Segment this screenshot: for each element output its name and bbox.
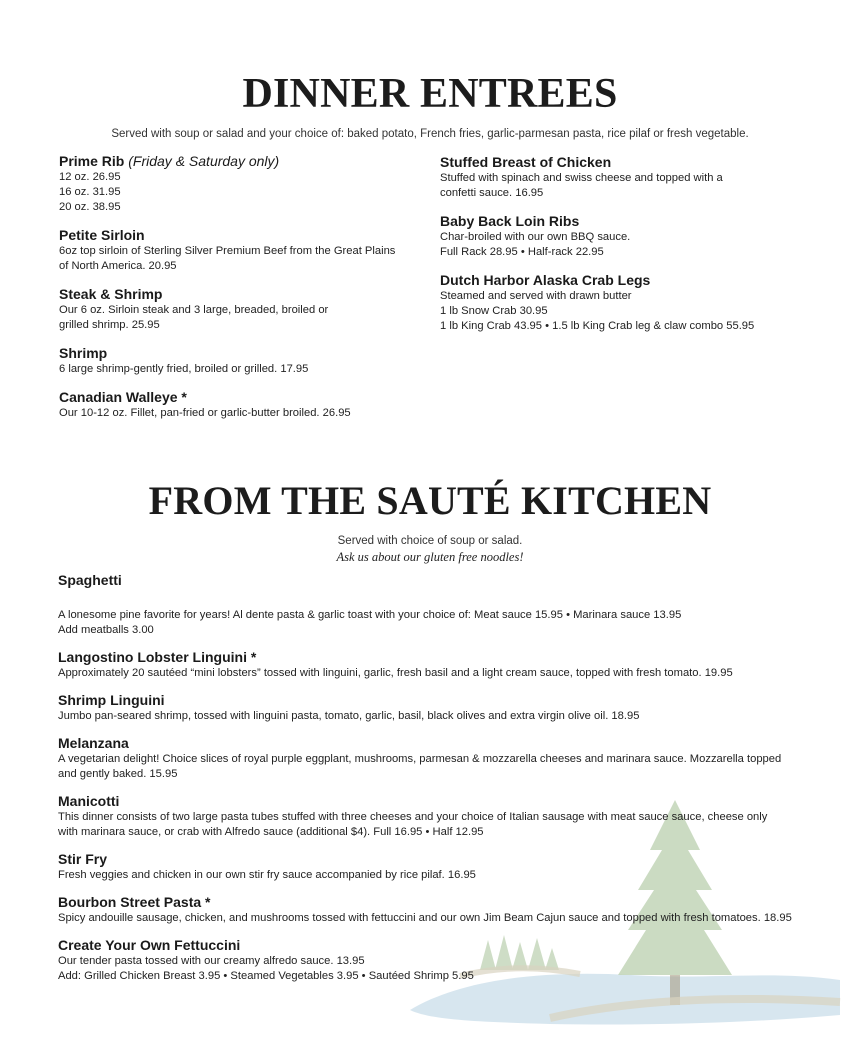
item-description: 6 large shrimp-gently fried, broiled or grilled. 17.95 [59,363,309,375]
item-name: Stuffed Breast of Chicken [440,154,612,170]
menu-item-shrimp-linguini [58,692,808,724]
item-name: Baby Back Loin Ribs [440,213,580,229]
item-description: of North America. 20.95 [59,260,177,272]
item-name: Bourbon Street Pasta * [58,894,211,910]
menu-item-melanzana [58,735,808,782]
item-description: Spicy andouille sausage, chicken, and mushrooms tossed with fettuccini and our own Jim Beam Cajun sauce and topped with fresh tomatoes. 18.95 [58,912,792,924]
menu-item-canadian-walleye [59,389,419,421]
gluten-free-note: Ask us about our gluten free noodles! [336,550,524,564]
item-price-line: 20 oz. 38.95 [59,201,121,213]
item-name: Petite Sirloin [59,227,145,243]
item-name: Canadian Walleye * [59,389,187,405]
menu-item-alaska-crab-legs [440,272,800,334]
item-name: Shrimp [59,345,108,361]
item-description: 6oz top sirloin of Sterling Silver Premium Beef from the Great Plains [59,245,396,257]
item-description: Jumbo pan-seared shrimp, tossed with linguini pasta, tomato, garlic, basil, black olives and extra virgin olive oil. 18.95 [58,710,640,722]
menu-item-stuffed-breast-of-chicken [440,154,800,201]
item-description: with marinara sauce, or crab with Alfredo sauce (additional $4). Full 16.95 • Half 12.95 [58,826,484,838]
menu-item-shrimp [59,345,419,377]
section-title-saute-kitchen: FROM THE SAUTÉ KITCHEN [148,478,712,523]
item-price-line: Add meatballs 3.00 [58,624,154,636]
item-description: confetti sauce. 16.95 [440,187,544,199]
item-name: Steak & Shrimp [59,286,163,302]
item-description: A vegetarian delight! Choice slices of royal purple eggplant, mushrooms, parmesan & mozzarella cheeses and marinara sauce. Mozzarella topped [58,753,782,765]
menu-item-spaghetti [58,572,808,638]
item-price-line: 12 oz. 26.95 [59,171,121,183]
item-name: Melanzana [58,735,129,751]
item-description: grilled shrimp. 25.95 [59,319,160,331]
saute-items [58,572,808,995]
item-description: Our 6 oz. Sirloin steak and 3 large, breaded, broiled or [59,304,329,316]
item-description: and gently baked. 15.95 [58,768,178,780]
entrees-right-column [440,154,800,346]
menu-item-create-your-own-fettuccini [58,937,808,984]
item-name: Stir Fry [58,851,108,867]
item-description: Char-broiled with our own BBQ sauce. [440,231,631,243]
item-price-line: 1 lb Snow Crab 30.95 [440,305,548,317]
item-price-line: 1 lb King Crab 43.95 • 1.5 lb King Crab leg & claw combo 55.95 [440,320,755,332]
item-note: (Friday & Saturday only) [128,153,280,169]
menu-item-langostino-lobster-linguini [58,649,808,681]
item-price-line: Add: Grilled Chicken Breast 3.95 • Steamed Vegetables 3.95 • Sautéed Shrimp 5.95 [58,970,474,982]
item-price-line: Full Rack 28.95 • Half-rack 22.95 [440,246,604,258]
item-name: Manicotti [58,793,120,809]
saute-subtitle: Served with choice of soup or salad. [337,535,523,547]
item-description: Our tender pasta tossed with our creamy alfredo sauce. 13.95 [58,955,365,967]
menu-item-manicotti [58,793,808,840]
item-description: Our 10-12 oz. Fillet, pan-fried or garlic-butter broiled. 26.95 [59,407,351,419]
menu-item-petite-sirloin [59,227,419,274]
item-name: Dutch Harbor Alaska Crab Legs [440,272,651,288]
item-description: Steamed and served with drawn butter [440,290,632,302]
menu-item-bourbon-street-pasta [58,894,808,926]
menu-item-stir-fry [58,851,808,883]
item-description: A lonesome pine favorite for years! Al dente pasta & garlic toast with your choice of: Meat sauce 15.95 • Marinara sauce 13.95 [58,609,682,621]
item-name: Shrimp Linguini [58,692,165,708]
item-description: Fresh veggies and chicken in our own stir fry sauce accompanied by rice pilaf. 16.95 [58,869,476,881]
entrees-subtitle: Served with soup or salad and your choice of: baked potato, French fries, garlic-parmesan pasta, rice pilaf or fresh vegetable. [111,128,749,140]
item-description: Approximately 20 sautéed “mini lobsters” tossed with linguini, garlic, fresh basil and a light cream sauce, topped with fresh tomato. 19.95 [58,667,733,679]
item-price-line: 16 oz. 31.95 [59,186,121,198]
entrees-left-column [59,153,419,433]
item-description: Stuffed with spinach and swiss cheese and topped with a [440,172,723,184]
item-name: Prime Rib (Friday & Saturday only) [59,153,280,169]
item-name: Create Your Own Fettuccini [58,937,241,953]
menu-item-steak-shrimp [59,286,419,333]
section-title-dinner-entrees: DINNER ENTREES [242,71,618,117]
menu-item-baby-back-loin-ribs [440,213,800,260]
item-name: Spaghetti [58,572,122,588]
item-name: Langostino Lobster Linguini * [58,649,257,665]
item-description: This dinner consists of two large pasta tubes stuffed with three cheeses and your choice of Italian sausage with meat sauce sauce, cheese only [58,811,768,823]
menu-item-prime-rib [59,153,419,215]
